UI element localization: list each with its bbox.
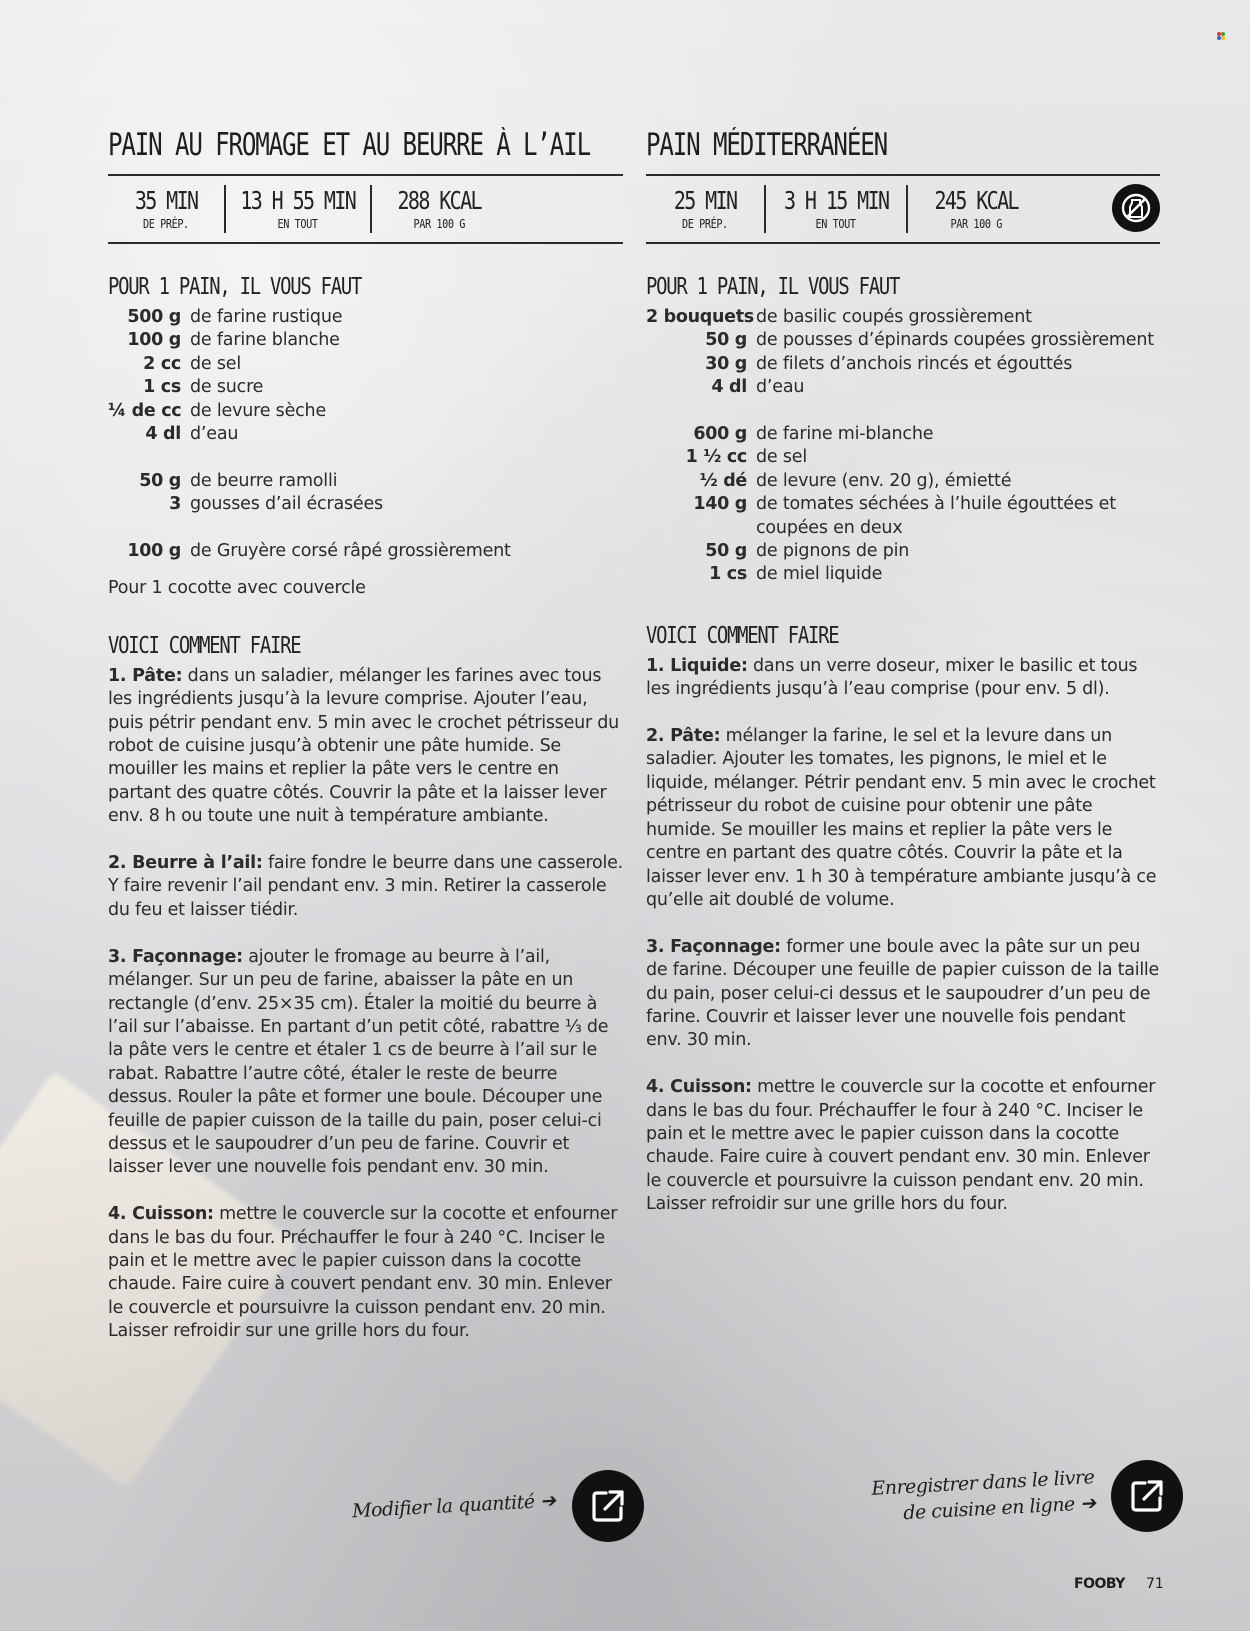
ingredient-quantity: 50 g xyxy=(705,541,747,562)
ingredient-description: de pousses d’épinards coupées grossièrement xyxy=(756,330,1154,351)
recipe-stats xyxy=(108,174,623,244)
step-text: faire fondre le beurre dans une casserole. Y faire revenir l’ail pendant env. 3 min. Retirer la casserole du feu et laisser tiédir. xyxy=(108,853,623,920)
ingredient-description: de tomates séchées à l’huile égouttées et coupées en deux xyxy=(756,494,1116,538)
ingredient-description: de farine blanche xyxy=(190,330,340,351)
step-text: mettre le couvercle sur la cocotte et enfourner dans le bas du four. Préchauffer le four à 240 °C. Inciser le pain et le mettre avec le papier cuisson dans la cocotte chaude. Faire cuire à couvert pendant env. 30 min. Enlever le couvercle et poursuivre la cuisson pendant env. 20 min. Laisser refroidir sur une grille hors du four. xyxy=(646,1077,1156,1215)
ingredient-row xyxy=(646,470,1160,493)
ingredient-description: de pignons de pin xyxy=(756,541,910,562)
ingredient-quantity: 1 cs xyxy=(143,377,181,398)
save-to-cookbook-link[interactable] xyxy=(872,1460,1183,1532)
step-label: 2. Beurre à l’ail: xyxy=(108,853,263,874)
stat-kcal: 288 KCAL PAR 100 G xyxy=(397,186,481,231)
ingredient-row xyxy=(646,306,1160,329)
ingredient-row xyxy=(646,423,1160,446)
ingredient-row xyxy=(646,376,1160,399)
ingredient-group-gap xyxy=(646,400,1160,423)
ingredient-row xyxy=(108,470,623,493)
lactose-free-icon xyxy=(1112,184,1160,232)
external-link-icon[interactable] xyxy=(1111,1460,1183,1532)
ingredient-quantity: 50 g xyxy=(705,330,747,351)
steps-heading: VOICI COMMENT FAIRE xyxy=(108,632,301,659)
ingredient-description: de farine mi-blanche xyxy=(756,424,934,445)
ingredient-group-gap xyxy=(108,517,623,540)
ingredient-row xyxy=(646,353,1160,376)
stat-total: 3 H 15 MIN EN TOUT xyxy=(783,186,889,231)
ingredient-row xyxy=(108,493,623,516)
ingredient-list xyxy=(646,306,1160,587)
ingredient-quantity: 2 bouquets xyxy=(646,307,754,327)
step-text: ajouter le fromage au beurre à l’ail, mélanger. Sur un peu de farine, abaisser la pâte en un rectangle (d’env. 25×35 cm). Étaler la moitié du beurre à l’ail sur l’abaisse. En partant d’un petit côté, rabattre ⅓ de la pâte vers le centre et étaler 1 cs de beurre à l’ail sur le rabat. Rabattre l’autre côté, étaler le reste de beurre dessus. Rouler la pâte et former une boule. Découper une feuille de papier cuisson de la taille du pain, poser celui-ci dessus et le saupoudrer d’un peu de farine. Couvrir et laisser lever une nouvelle fois pendant env. 30 min. xyxy=(108,946,609,1178)
stat-kcal: 245 KCAL PAR 100 G xyxy=(934,186,1018,231)
ingredient-row xyxy=(646,563,1160,586)
ingredient-description: de farine rustique xyxy=(190,307,343,327)
ingredient-quantity: 600 g xyxy=(693,424,747,445)
step-paragraph xyxy=(108,946,623,1180)
step-paragraph xyxy=(646,725,1160,912)
recipe-right xyxy=(646,120,1160,1240)
modify-quantity-label: Modifier la quantité ➔ xyxy=(351,1489,557,1523)
ingredient-quantity: ½ dé xyxy=(699,470,747,491)
modify-quantity-link[interactable] xyxy=(352,1470,644,1542)
ingredient-quantity: 1 cs xyxy=(709,564,747,585)
step-text: mélanger la farine, le sel et la levure dans un saladier. Ajouter les tomates, les pignons, le miel et le liquide, mélanger. Pétrir pendant env. 5 min avec le crochet pétrisseur du robot de cuisine pour obtenir une pâte humide. Se mouiller les mains et replier la pâte vers le centre en partant des quatre côtés. Couvrir la pâte et la laisser lever env. 1 h 30 à température ambiante jusqu’à ce qu’elle ait doublé de volume. xyxy=(646,726,1157,910)
step-paragraph xyxy=(646,1076,1160,1216)
ingredient-quantity: 100 g xyxy=(127,330,181,351)
ingredient-quantity: ¼ de cc xyxy=(108,400,182,421)
recipe-stats xyxy=(646,174,1160,244)
external-link-icon[interactable] xyxy=(572,1470,644,1542)
ingredient-row xyxy=(108,400,623,423)
step-text: dans un saladier, mélanger les farines avec tous les ingrédients jusqu’à la levure comprise. Ajouter l’eau, puis pétrir pendant env. 5 min avec le crochet pétrisseur du robot de cuisine jusqu’à obtenir une pâte humide. Se mouiller les mains et replier la pâte vers le centre en partant des quatre côtés. Couvrir la pâte et la laisser lever env. 8 h ou toute une nuit à température ambiante. xyxy=(108,665,619,827)
ingredient-row xyxy=(108,329,623,352)
ingredient-row xyxy=(646,329,1160,352)
step-label: 2. Pâte: xyxy=(646,726,721,747)
ingredient-description: de basilic coupés grossièrement xyxy=(756,307,1032,327)
recipe-left xyxy=(108,120,623,1367)
ingredient-group-gap xyxy=(108,446,623,469)
ingredient-quantity: 500 g xyxy=(127,307,181,327)
ingredient-quantity: 4 dl xyxy=(711,377,747,398)
ingredient-quantity: 50 g xyxy=(139,470,181,491)
ingredient-row xyxy=(108,353,623,376)
ingredient-description: de sel xyxy=(756,447,807,468)
step-label: 4. Cuisson: xyxy=(108,1204,214,1225)
step-paragraph xyxy=(646,655,1160,702)
ingredient-description: de filets d’anchois rincés et égouttés xyxy=(756,353,1073,374)
ingredients-heading: POUR 1 PAIN, IL VOUS FAUT xyxy=(108,274,362,300)
ingredient-description: de miel liquide xyxy=(756,564,883,585)
step-paragraph xyxy=(108,1203,623,1343)
ingredient-row xyxy=(646,493,1160,540)
color-dots-icon xyxy=(1217,32,1225,40)
step-label: 1. Liquide: xyxy=(646,655,748,676)
ingredient-row xyxy=(646,540,1160,563)
ingredient-description: gousses d’ail écrasées xyxy=(190,494,383,515)
stat-prep: 25 MIN DE PRÉP. xyxy=(673,186,737,231)
page-number: 71 xyxy=(1146,1576,1164,1592)
ingredient-description: d’eau xyxy=(190,424,239,445)
brand-logo: FOOBY xyxy=(1074,1576,1125,1592)
ingredient-description: de levure (env. 20 g), émietté xyxy=(756,470,1012,491)
step-text: former une boule avec la pâte sur un peu de farine. Découper une feuille de papier cuisson de la taille du pain, poser celui-ci dessus et le saupoudrer d’un peu de farine. Couvrir et laisser lever une nouvelle fois pendant env. 30 min. xyxy=(646,936,1160,1051)
ingredient-quantity: 100 g xyxy=(127,541,181,562)
ingredients-heading: POUR 1 PAIN, IL VOUS FAUT xyxy=(646,274,900,300)
ingredient-description: de sel xyxy=(190,353,241,374)
ingredient-row xyxy=(646,446,1160,469)
ingredient-description: de beurre ramolli xyxy=(190,470,338,491)
ingredient-description: de sucre xyxy=(190,377,264,398)
step-label: 3. Façonnage: xyxy=(646,936,781,957)
steps-heading: VOICI COMMENT FAIRE xyxy=(646,622,839,649)
step-paragraph xyxy=(646,936,1160,1053)
ingredient-quantity: 30 g xyxy=(705,353,747,374)
step-label: 1. Pâte: xyxy=(108,665,183,686)
ingredient-quantity: 140 g xyxy=(693,494,747,515)
ingredient-row xyxy=(108,423,623,446)
stat-total: 13 H 55 MIN EN TOUT xyxy=(240,186,356,231)
ingredient-description: d’eau xyxy=(756,377,805,398)
ingredient-quantity: 2 cc xyxy=(143,353,181,374)
recipe-title: PAIN MÉDITERRANÉEN xyxy=(646,127,887,163)
ingredient-row xyxy=(108,376,623,399)
ingredient-quantity: 3 xyxy=(169,494,181,515)
step-paragraph xyxy=(108,665,623,829)
ingredient-row xyxy=(108,540,623,563)
ingredient-row xyxy=(108,306,623,329)
ingredient-quantity: 1 ½ cc xyxy=(685,447,747,468)
ingredient-description: de levure sèche xyxy=(190,400,327,421)
recipe-title: PAIN AU FROMAGE ET AU BEURRE À L’AIL xyxy=(108,127,590,163)
save-to-cookbook-label: Enregistrer dans le livre de cuisine en ligne ➔ xyxy=(870,1466,1097,1525)
ingredient-list xyxy=(108,306,623,563)
step-text: mettre le couvercle sur la cocotte et enfourner dans le bas du four. Préchauffer le four à 240 °C. Inciser le pain et le mettre avec le papier cuisson dans la cocotte chaude. Faire cuire à couvert pendant env. 30 min. Enlever le couvercle et poursuivre la cuisson pendant env. 20 min. Laisser refroidir sur une grille hors du four. xyxy=(108,1204,618,1342)
ingredient-quantity: 4 dl xyxy=(145,424,181,445)
step-label: 3. Façonnage: xyxy=(108,946,243,967)
step-list xyxy=(646,655,1160,1217)
step-label: 4. Cuisson: xyxy=(646,1077,752,1098)
stat-prep: 35 MIN DE PRÉP. xyxy=(134,186,198,231)
step-text: dans un verre doseur, mixer le basilic et tous les ingrédients jusqu’à l’eau comprise (pour env. 5 dl). xyxy=(646,655,1138,700)
ingredient-description: de Gruyère corsé râpé grossièrement xyxy=(190,541,511,562)
equipment-note: Pour 1 cocotte avec couvercle xyxy=(108,578,366,599)
step-list xyxy=(108,665,623,1344)
step-paragraph xyxy=(108,852,623,922)
